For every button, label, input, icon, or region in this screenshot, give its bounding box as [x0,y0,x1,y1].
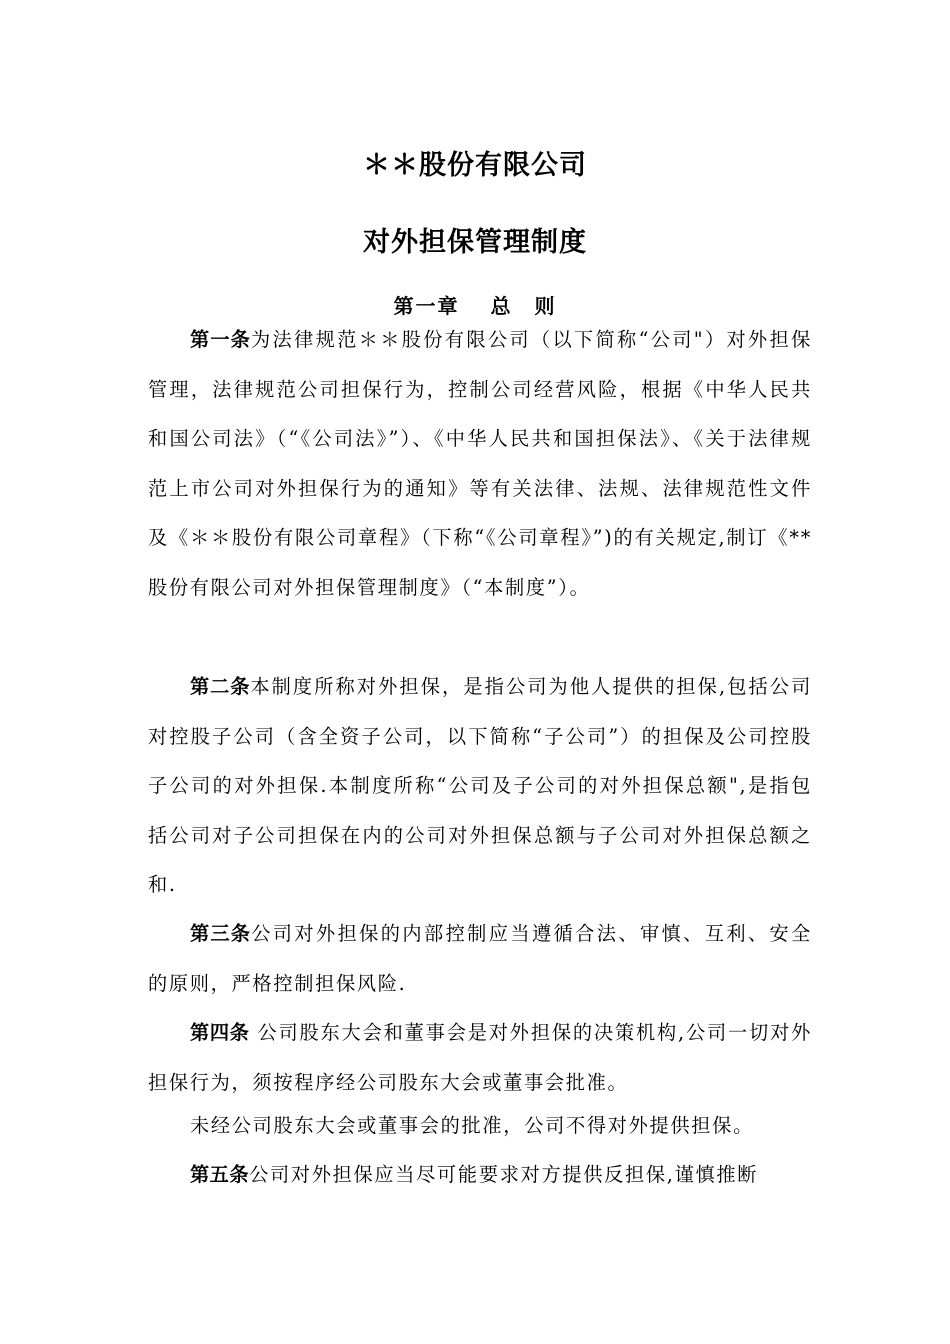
article-text: 公司对外担保的内部控制应当遵循合法、审慎、互利、安全的原则，严格控制担保风险. [148,922,813,995]
company-title: ＊＊股份有限公司 [363,150,587,181]
article-text: 公司对外担保应当尽可能要求对方提供反担保,谨慎推断 [249,1163,759,1186]
article-3 [148,909,812,1008]
paragraph-text: 未经公司股东大会或董事会的批准，公司不得对外提供担保。 [190,1114,754,1137]
article-text: 公司股东大会和董事会是对外担保的决策机构,公司一切对外担保行为，须按程序经公司股东大会或董事会批准。 [148,1021,812,1094]
chapter-heading: 第一章 总 则 [393,294,557,318]
article-1 [148,315,812,612]
article-text: 为法律规范＊＊股份有限公司（以下简称“公司"）对外担保管理，法律规范公司担保行为，控制公司经营风险，根据《中华人民共和国公司法》（“《公司法》”）、《中华人民共和国担保法》、《关于法律规范上市公司对外担保行为的通知》等有关法律、法规、法律规范性文件及《＊＊股份有限公司章程》（下称“《公司章程》”)的有关规定,制订《**股份有限公司对外担保管理制度》（“本制度”）。 [148,328,812,599]
article-label: 第五条 [190,1163,250,1186]
article-2 [148,662,812,910]
article-text: 本制度所称对外担保，是指公司为他人提供的担保,包括公司对控股子公司（含全资子公司，以下简称“子公司”）的担保及公司控股子公司的对外担保.本制度所称“公司及子公司的对外担保总额",是指包括公司对子公司担保在内的公司对外担保总额与子公司对外担保总额之和. [148,675,813,896]
article-4 [148,1008,812,1107]
article-label: 第二条 [190,675,251,698]
article-label: 第一条 [190,328,251,351]
article-5 [148,1150,812,1200]
article-label: 第三条 [190,922,252,945]
document-title: 对外担保管理制度 [363,227,587,258]
article-4-paragraph-2 [148,1101,812,1151]
article-label: 第四条 [190,1021,250,1044]
